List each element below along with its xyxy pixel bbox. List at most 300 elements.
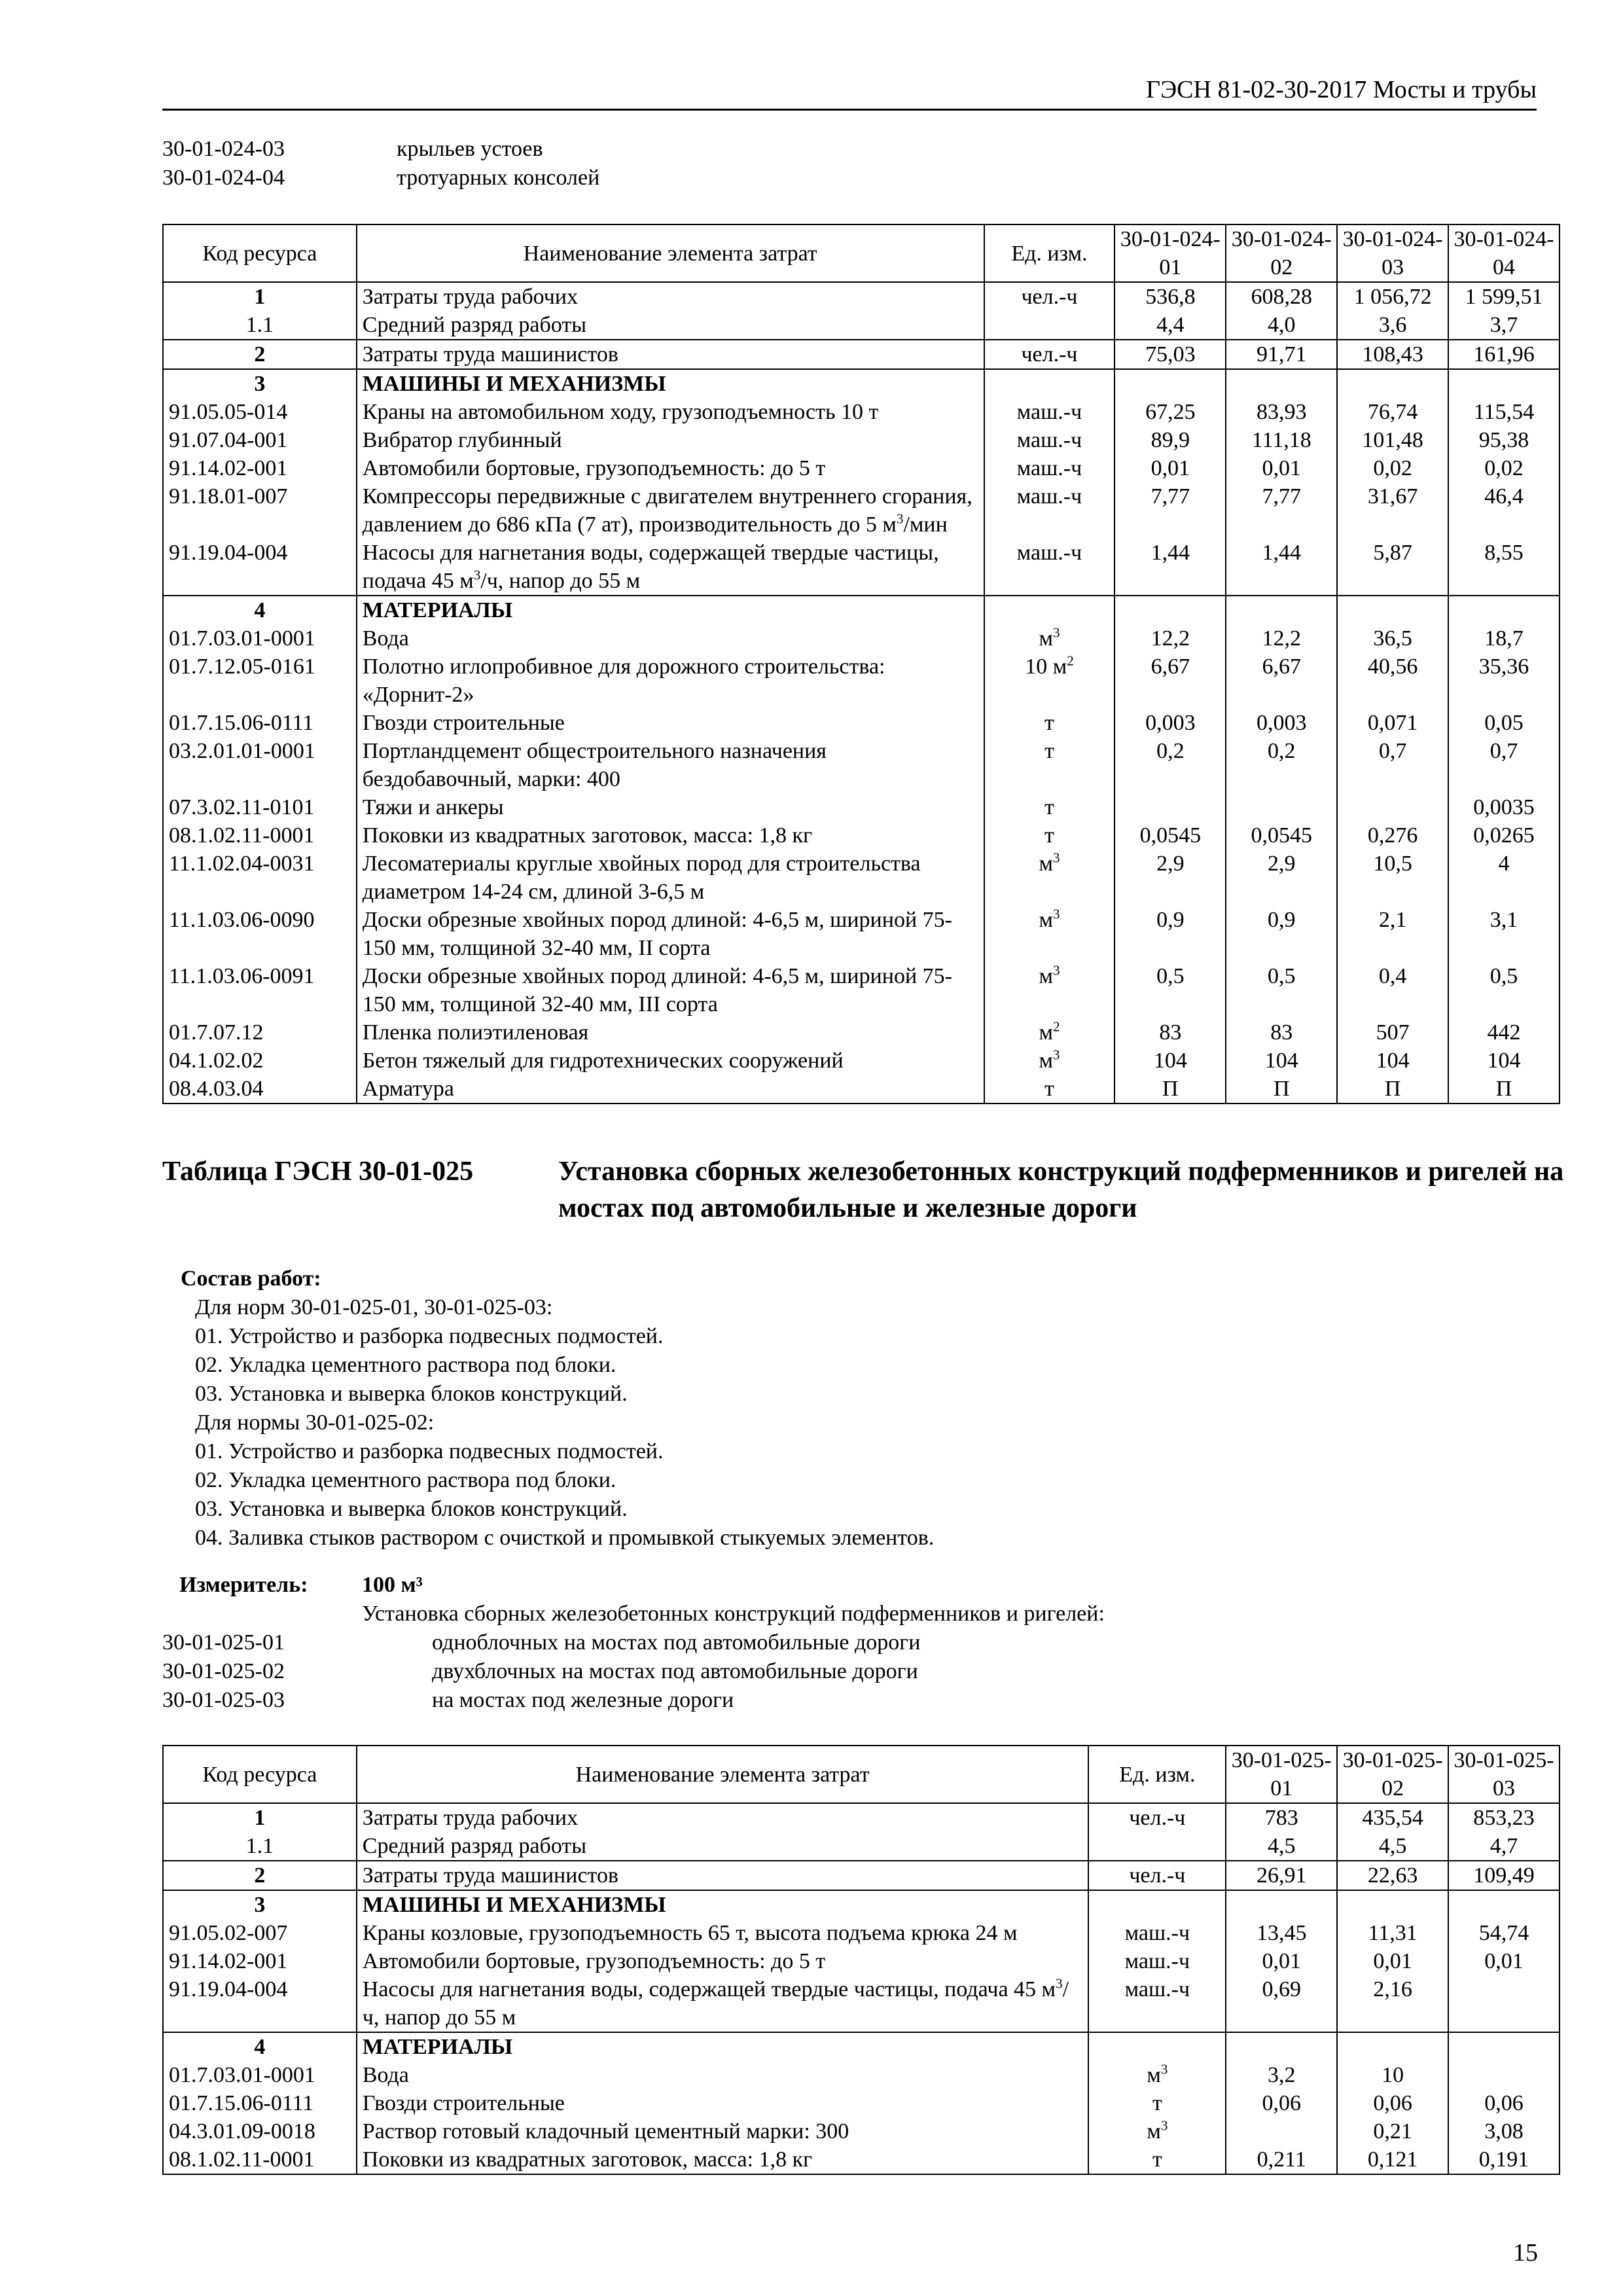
resource-code: 91.14.02-001 xyxy=(163,454,357,482)
meter-value: 100 м³ xyxy=(362,1573,423,1597)
resource-name: Затраты труда рабочих xyxy=(357,282,984,311)
resource-name: Автомобили бортовые, грузоподъемность: до 5 т xyxy=(357,454,984,482)
value-cell: 0,2 xyxy=(1115,737,1226,793)
table-row xyxy=(163,737,1560,793)
value-cell: 108,43 xyxy=(1337,340,1448,369)
norm-item xyxy=(162,1686,920,1715)
value-cell: 83 xyxy=(1115,1018,1226,1047)
norm-text: одноблочных на мостах под автомобильные дороги xyxy=(432,1630,921,1655)
value-cell: 2,9 xyxy=(1226,850,1337,906)
unit-cell: маш.-ч xyxy=(984,398,1115,426)
value-cell: 89,9 xyxy=(1115,426,1226,454)
unit-cell: маш.-ч xyxy=(1088,1975,1226,2032)
header-cell: 30-01-024-03 xyxy=(1337,224,1448,282)
value-cell: 46,4 xyxy=(1448,482,1560,539)
value-cell: 0,9 xyxy=(1115,906,1226,962)
norm-text: двухблочных на мостах под автомобильные дороги xyxy=(432,1659,918,1683)
value-cell: 26,91 xyxy=(1226,1861,1337,1890)
value-cell: 0,121 xyxy=(1337,2145,1448,2174)
value-cell: 507 xyxy=(1337,1018,1448,1047)
table-row xyxy=(163,398,1560,426)
resource-name: Поковки из квадратных заготовок, масса: 1,8 кг xyxy=(357,2145,1089,2174)
header-cell: 30-01-025-01 xyxy=(1226,1746,1337,1803)
resource-name: Насосы для нагнетания воды, содержащей твердые частицы, подача 45 $м^3/ч$, напор до 55 м xyxy=(357,1975,1089,2032)
value-cell: 104 xyxy=(1115,1047,1226,1075)
table-body xyxy=(163,1803,1560,2174)
value-cell xyxy=(1115,369,1226,398)
resource-name: Тяжи и анкеры xyxy=(357,793,984,821)
header-cell: 30-01-024-01 xyxy=(1115,224,1226,282)
resource-name: Бетон тяжелый для гидротехнических сооружений xyxy=(357,1047,984,1075)
value-cell: 442 xyxy=(1448,1018,1560,1047)
unit-cell: т xyxy=(984,1075,1115,1103)
unit-cell xyxy=(1088,1832,1226,1861)
table-row xyxy=(163,369,1560,398)
resource-name: Затраты труда рабочих xyxy=(357,1803,1089,1832)
table-row xyxy=(163,1018,1560,1047)
resource-code: 91.05.02-007 xyxy=(163,1919,357,1947)
value-cell: 2,16 xyxy=(1337,1975,1448,2032)
header-cell: Код ресурса xyxy=(163,224,357,282)
value-cell: 0,003 xyxy=(1226,709,1337,737)
header-cell: 30-01-024-04 xyxy=(1448,224,1560,282)
value-cell: 0,9 xyxy=(1226,906,1337,962)
value-cell: 0,5 xyxy=(1226,962,1337,1018)
unit-cell: т xyxy=(984,821,1115,850)
unit-cell: 10 $м^2$ xyxy=(984,653,1115,709)
unit-cell: $м^3$ xyxy=(984,624,1115,653)
norm-code: 30-01-025-01 xyxy=(162,1630,285,1655)
unit-cell: $м^3$ xyxy=(1088,2061,1226,2089)
value-cell: 3,6 xyxy=(1337,311,1448,340)
value-cell: 0,0265 xyxy=(1448,821,1560,850)
norm-item xyxy=(162,1628,920,1657)
unit-cell: $м^3$ xyxy=(984,850,1115,906)
work-line: 03. Установка и выверка блоков конструкций. xyxy=(195,1382,628,1406)
table-row xyxy=(163,482,1560,539)
unit-cell: $м^3$ xyxy=(984,906,1115,962)
value-cell: 12,2 xyxy=(1226,624,1337,653)
resource-code: 91.05.05-014 xyxy=(163,398,357,426)
resource-name: Гвозди строительные xyxy=(357,709,984,737)
value-cell: 109,49 xyxy=(1448,1861,1560,1890)
table-row xyxy=(163,709,1560,737)
unit-cell: т xyxy=(1088,2089,1226,2117)
table-row xyxy=(163,311,1560,340)
resource-code: 91.18.01-007 xyxy=(163,482,357,539)
value-cell: 76,74 xyxy=(1337,398,1448,426)
value-cell: 0,05 xyxy=(1448,709,1560,737)
meter-label: Измеритель: xyxy=(179,1573,308,1597)
table-row xyxy=(163,426,1560,454)
value-cell xyxy=(1448,2032,1560,2061)
value-cell xyxy=(1115,793,1226,821)
value-cell: 1 056,72 xyxy=(1337,282,1448,311)
resource-name: Краны козловые, грузоподъемность 65 т, высота подъема крюка 24 м xyxy=(357,1919,1089,1947)
value-cell: П xyxy=(1337,1075,1448,1103)
unit-cell: $м^3$ xyxy=(984,962,1115,1018)
table-row xyxy=(163,539,1560,596)
resource-name: Поковки из квадратных заготовок, масса: 1,8 кг xyxy=(357,821,984,850)
resource-name: Доски обрезные хвойных пород длиной: 4-6,5 м, шириной 75-150 мм, толщиной 32-40 мм, II сорта xyxy=(357,906,984,962)
norm-code: 30-01-024-03 xyxy=(162,137,285,161)
unit-cell: т xyxy=(984,709,1115,737)
norm-item xyxy=(162,164,599,192)
value-cell: 0,191 xyxy=(1448,2145,1560,2174)
value-cell: 75,03 xyxy=(1115,340,1226,369)
resource-code: 1 xyxy=(163,282,357,311)
unit-cell xyxy=(1088,1890,1226,1919)
resource-code: 1.1 xyxy=(163,311,357,340)
header-cell: 30-01-025-03 xyxy=(1448,1746,1560,1803)
resource-code: 91.19.04-004 xyxy=(163,539,357,596)
value-cell xyxy=(1448,1890,1560,1919)
value-cell: 83 xyxy=(1226,1018,1337,1047)
value-cell: 12,2 xyxy=(1115,624,1226,653)
value-cell xyxy=(1226,2117,1337,2145)
value-cell: 8,55 xyxy=(1448,539,1560,596)
value-cell: 853,23 xyxy=(1448,1803,1560,1832)
value-cell: 0,5 xyxy=(1115,962,1226,1018)
value-cell: П xyxy=(1448,1075,1560,1103)
unit-cell: маш.-ч xyxy=(984,482,1115,539)
value-cell: 40,56 xyxy=(1337,653,1448,709)
value-cell: 10,5 xyxy=(1337,850,1448,906)
unit-cell: чел.-ч xyxy=(1088,1861,1226,1890)
resource-name: Вода xyxy=(357,2061,1089,2089)
resource-name: Средний разряд работы xyxy=(357,311,984,340)
resource-code: 08.4.03.04 xyxy=(163,1075,357,1103)
value-cell xyxy=(1337,2032,1448,2061)
header-cell: 30-01-024-02 xyxy=(1226,224,1337,282)
value-cell: 36,5 xyxy=(1337,624,1448,653)
table-row xyxy=(163,596,1560,624)
unit-cell: $м^3$ xyxy=(984,1047,1115,1075)
value-cell: 31,67 xyxy=(1337,482,1448,539)
value-cell: 0,0545 xyxy=(1115,821,1226,850)
resource-code: 08.1.02.11-0001 xyxy=(163,821,357,850)
header-cell: Наименование элемента затрат xyxy=(357,224,984,282)
value-cell: 18,7 xyxy=(1448,624,1560,653)
value-cell: 3,08 xyxy=(1448,2117,1560,2145)
unit-cell xyxy=(1088,2032,1226,2061)
value-cell: П xyxy=(1226,1075,1337,1103)
resource-name: Средний разряд работы xyxy=(357,1832,1089,1861)
resource-name: Полотно иглопробивное для дорожного строительства: «Дорнит-2» xyxy=(357,653,984,709)
unit-cell: маш.-ч xyxy=(1088,1947,1226,1975)
value-cell: 2,1 xyxy=(1337,906,1448,962)
resource-name: Арматура xyxy=(357,1075,984,1103)
resource-code: 01.7.03.01-0001 xyxy=(163,624,357,653)
value-cell: 101,48 xyxy=(1337,426,1448,454)
value-cell: 0,0035 xyxy=(1448,793,1560,821)
value-cell: 435,54 xyxy=(1337,1803,1448,1832)
header-cell: Код ресурса xyxy=(163,1746,357,1803)
resource-name: Доски обрезные хвойных пород длиной: 4-6,5 м, шириной 75-150 мм, толщиной 32-40 мм, III сорта xyxy=(357,962,984,1018)
norm-text: тротуарных консолей xyxy=(397,166,600,190)
resource-code: 01.7.12.05-0161 xyxy=(163,653,357,709)
norm-code: 30-01-025-03 xyxy=(162,1688,285,1712)
resource-name: Пленка полиэтиленовая xyxy=(357,1018,984,1047)
value-cell: 0,7 xyxy=(1337,737,1448,793)
value-cell xyxy=(1448,369,1560,398)
value-cell: 0,01 xyxy=(1226,454,1337,482)
header-title: ГЭСН 81-02-30-2017 Мосты и трубы xyxy=(1146,76,1537,104)
resource-code: 01.7.03.01-0001 xyxy=(163,2061,357,2089)
resource-code: 04.3.01.09-0018 xyxy=(163,2117,357,2145)
table-body xyxy=(163,282,1560,1103)
norm-code: 30-01-024-04 xyxy=(162,166,285,190)
value-cell: 0,02 xyxy=(1448,454,1560,482)
value-cell: 13,45 xyxy=(1226,1919,1337,1947)
resource-name: МАТЕРИАЛЫ xyxy=(357,2032,1089,2061)
value-cell: П xyxy=(1115,1075,1226,1103)
value-cell: 783 xyxy=(1226,1803,1337,1832)
norm-item xyxy=(162,1657,920,1686)
value-cell: 0,7 xyxy=(1448,737,1560,793)
resource-name: Затраты труда машинистов xyxy=(357,1861,1089,1890)
running-header xyxy=(162,69,1537,111)
resource-code: 03.2.01.01-0001 xyxy=(163,737,357,793)
value-cell: 0,276 xyxy=(1337,821,1448,850)
unit-cell xyxy=(984,369,1115,398)
value-cell xyxy=(1226,2032,1337,2061)
unit-cell: т xyxy=(984,793,1115,821)
value-cell: 608,28 xyxy=(1226,282,1337,311)
table-row xyxy=(163,821,1560,850)
header-cell: Ед. изм. xyxy=(984,224,1115,282)
resource-table-1 xyxy=(162,224,1560,1104)
value-cell xyxy=(1337,1890,1448,1919)
resource-name: Лесоматериалы круглые хвойных пород для строительства диаметром 14-24 см, длиной 3-6,5 м xyxy=(357,850,984,906)
norm-code: 30-01-025-02 xyxy=(162,1659,285,1683)
resource-code: 07.3.02.11-0101 xyxy=(163,793,357,821)
resource-code: 4 xyxy=(163,2032,357,2061)
header-cell: Ед. изм. xyxy=(1088,1746,1226,1803)
unit-cell xyxy=(984,311,1115,340)
value-cell xyxy=(1448,1975,1560,2032)
value-cell: 0,211 xyxy=(1226,2145,1337,2174)
header-cell: Наименование элемента затрат xyxy=(357,1746,1089,1803)
value-cell: 0,06 xyxy=(1226,2089,1337,2117)
table-row xyxy=(163,454,1560,482)
unit-cell: $м^2$ xyxy=(984,1018,1115,1047)
value-cell: 0,06 xyxy=(1448,2089,1560,2117)
resource-name: МАШИНЫ И МЕХАНИЗМЫ xyxy=(357,369,984,398)
value-cell: 1 599,51 xyxy=(1448,282,1560,311)
resource-code: 91.14.02-001 xyxy=(163,1947,357,1975)
value-cell: 3,7 xyxy=(1448,311,1560,340)
value-cell xyxy=(1337,793,1448,821)
value-cell: 0,01 xyxy=(1448,1947,1560,1975)
table-row xyxy=(163,2061,1560,2089)
resource-name: Раствор готовый кладочный цементный марки: 300 xyxy=(357,2117,1089,2145)
value-cell: 3,1 xyxy=(1448,906,1560,962)
resource-code: 08.1.02.11-0001 xyxy=(163,2145,357,2174)
value-cell: 22,63 xyxy=(1337,1861,1448,1890)
value-cell: 0,02 xyxy=(1337,454,1448,482)
unit-cell xyxy=(984,596,1115,624)
table-row xyxy=(163,850,1560,906)
value-cell: 4,5 xyxy=(1337,1832,1448,1861)
norm-list-top xyxy=(162,135,599,192)
resource-name: Вода xyxy=(357,624,984,653)
value-cell: 0,4 xyxy=(1337,962,1448,1018)
resource-code: 11.1.03.06-0090 xyxy=(163,906,357,962)
resource-code: 01.7.15.06-0111 xyxy=(163,2089,357,2117)
work-heading: Состав работ: xyxy=(181,1266,321,1291)
value-cell: 54,74 xyxy=(1448,1919,1560,1947)
value-cell: 4,7 xyxy=(1448,1832,1560,1861)
table-row xyxy=(163,624,1560,653)
value-cell xyxy=(1115,596,1226,624)
work-line: 04. Заливка стыков раствором с очисткой и промывкой стыкуемых элементов. xyxy=(195,1526,935,1550)
resource-name: Вибратор глубинный xyxy=(357,426,984,454)
value-cell: 4,4 xyxy=(1115,311,1226,340)
value-cell: 4,5 xyxy=(1226,1832,1337,1861)
value-cell: 115,54 xyxy=(1448,398,1560,426)
value-cell: 0,071 xyxy=(1337,709,1448,737)
header-cell: 30-01-025-02 xyxy=(1337,1746,1448,1803)
work-line: Для норм 30-01-025-01, 30-01-025-03: xyxy=(195,1295,553,1319)
value-cell: 161,96 xyxy=(1448,340,1560,369)
resource-name: МАТЕРИАЛЫ xyxy=(357,596,984,624)
value-cell: 104 xyxy=(1337,1047,1448,1075)
value-cell: 95,38 xyxy=(1448,426,1560,454)
value-cell: 35,36 xyxy=(1448,653,1560,709)
table-number: Таблица ГЭСН 30-01-025 xyxy=(162,1157,474,1187)
value-cell: 6,67 xyxy=(1226,653,1337,709)
resource-code: 4 xyxy=(163,596,357,624)
table-row xyxy=(163,2145,1560,2174)
work-line: 02. Укладка цементного раствора под блоки. xyxy=(195,1468,616,1492)
value-cell: 536,8 xyxy=(1115,282,1226,311)
resource-name: Затраты труда машинистов xyxy=(357,340,984,369)
value-cell: 2,9 xyxy=(1115,850,1226,906)
unit-cell: маш.-ч xyxy=(1088,1919,1226,1947)
work-line: 03. Установка и выверка блоков конструкций. xyxy=(195,1497,628,1521)
value-cell xyxy=(1337,369,1448,398)
work-line: 01. Устройство и разборка подвесных подмостей. xyxy=(195,1439,664,1463)
table-header-row xyxy=(163,224,1560,282)
resource-code: 1.1 xyxy=(163,1832,357,1861)
unit-cell: маш.-ч xyxy=(984,426,1115,454)
work-line: Для нормы 30-01-025-02: xyxy=(195,1410,435,1435)
table-row xyxy=(163,340,1560,369)
work-line: 02. Укладка цементного раствора под блоки. xyxy=(195,1353,616,1377)
table-row xyxy=(163,1975,1560,2032)
resource-name: Насосы для нагнетания воды, содержащей твердые частицы, подача 45 $м^3/ч$, напор до 55 м xyxy=(357,539,984,596)
value-cell: 111,18 xyxy=(1226,426,1337,454)
unit-cell: т xyxy=(984,737,1115,793)
value-cell xyxy=(1226,1890,1337,1919)
unit-cell: чел.-ч xyxy=(984,282,1115,311)
value-cell: 6,67 xyxy=(1115,653,1226,709)
table-row xyxy=(163,653,1560,709)
resource-code: 11.1.03.06-0091 xyxy=(163,962,357,1018)
unit-cell: чел.-ч xyxy=(984,340,1115,369)
unit-cell: $м^3$ xyxy=(1088,2117,1226,2145)
value-cell: 104 xyxy=(1226,1047,1337,1075)
table-row xyxy=(163,793,1560,821)
value-cell: 7,77 xyxy=(1115,482,1226,539)
table-row xyxy=(163,1919,1560,1947)
resource-name: Гвозди строительные xyxy=(357,2089,1089,2117)
work-composition xyxy=(181,1265,934,1552)
value-cell xyxy=(1448,2061,1560,2089)
resource-code: 2 xyxy=(163,340,357,369)
resource-code: 2 xyxy=(163,1861,357,1890)
resource-code: 01.7.15.06-0111 xyxy=(163,709,357,737)
value-cell: 0,0545 xyxy=(1226,821,1337,850)
norm-item xyxy=(162,135,599,164)
table-row xyxy=(163,1047,1560,1075)
resource-code: 3 xyxy=(163,1890,357,1919)
resource-code: 3 xyxy=(163,369,357,398)
value-cell: 67,25 xyxy=(1115,398,1226,426)
value-cell: 7,77 xyxy=(1226,482,1337,539)
value-cell: 5,87 xyxy=(1337,539,1448,596)
table-row xyxy=(163,1947,1560,1975)
value-cell: 0,5 xyxy=(1448,962,1560,1018)
resource-code: 1 xyxy=(163,1803,357,1832)
value-cell: 10 xyxy=(1337,2061,1448,2089)
table-row xyxy=(163,282,1560,311)
value-cell: 0,01 xyxy=(1337,1947,1448,1975)
table-row xyxy=(163,1832,1560,1861)
value-cell xyxy=(1226,369,1337,398)
table-name: Установка сборных железобетонных конструкций подферменников и ригелей на мостах под автомобильные и железные дороги xyxy=(558,1157,1564,1223)
table-header-row xyxy=(163,1746,1560,1803)
value-cell: 1,44 xyxy=(1226,539,1337,596)
value-cell: 4 xyxy=(1448,850,1560,906)
resource-name: Автомобили бортовые, грузоподъемность: до 5 т xyxy=(357,1947,1089,1975)
value-cell: 0,2 xyxy=(1226,737,1337,793)
value-cell xyxy=(1226,793,1337,821)
value-cell: 0,01 xyxy=(1115,454,1226,482)
resource-code: 91.07.04-001 xyxy=(163,426,357,454)
value-cell: 0,003 xyxy=(1115,709,1226,737)
table-row xyxy=(163,962,1560,1018)
value-cell: 0,01 xyxy=(1226,1947,1337,1975)
table-row xyxy=(163,1861,1560,1890)
value-cell: 0,06 xyxy=(1337,2089,1448,2117)
value-cell: 4,0 xyxy=(1226,311,1337,340)
resource-name: Краны на автомобильном ходу, грузоподъемность 10 т xyxy=(357,398,984,426)
page-number: 15 xyxy=(1513,2239,1538,2267)
value-cell xyxy=(1337,596,1448,624)
table-row xyxy=(163,1890,1560,1919)
value-cell: 91,71 xyxy=(1226,340,1337,369)
resource-name: МАШИНЫ И МЕХАНИЗМЫ xyxy=(357,1890,1089,1919)
value-cell: 11,31 xyxy=(1337,1919,1448,1947)
norm-list-025 xyxy=(162,1628,920,1715)
resource-code: 01.7.07.12 xyxy=(163,1018,357,1047)
norm-text: на мостах под железные дороги xyxy=(432,1688,734,1712)
resource-code: 91.19.04-004 xyxy=(163,1975,357,2032)
resource-code: 11.1.02.04-0031 xyxy=(163,850,357,906)
table-row xyxy=(163,2089,1560,2117)
meter-intro: Установка сборных железобетонных конструкций подферменников и ригелей: xyxy=(362,1602,1105,1626)
unit-cell: т xyxy=(1088,2145,1226,2174)
value-cell: 0,69 xyxy=(1226,1975,1337,2032)
table-row xyxy=(163,1075,1560,1103)
value-cell: 3,2 xyxy=(1226,2061,1337,2089)
value-cell: 83,93 xyxy=(1226,398,1337,426)
work-line: 01. Устройство и разборка подвесных подмостей. xyxy=(195,1324,664,1348)
unit-cell: маш.-ч xyxy=(984,539,1115,596)
resource-name: Портландцемент общестроительного назначения бездобавочный, марки: 400 xyxy=(357,737,984,793)
